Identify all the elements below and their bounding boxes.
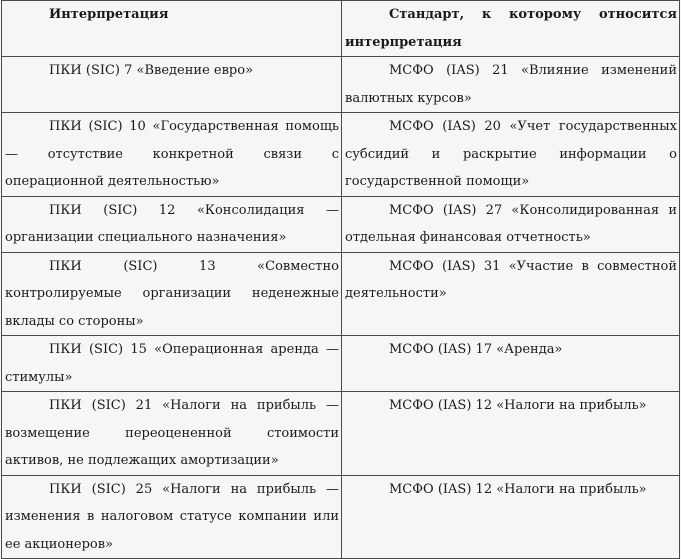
table-row [2,252,680,336]
header-interpretation: Интерпретация [2,1,342,57]
header-row [2,1,680,57]
standard-cell: МСФО (IAS) 27 «Консолидированная и отдельная финансовая отчетность» [342,196,680,252]
table-row [2,392,680,476]
table-row [2,475,680,559]
interpretation-cell: ПКИ (SIC) 15 «Операционная аренда — стимулы» [2,336,342,392]
standard-cell: МСФО (IAS) 20 «Учет государственных субсидий и раскрытие информации о государственной помощи» [342,113,680,197]
standard-cell: МСФО (IAS) 21 «Влияние изменений валютных курсов» [342,57,680,113]
standard-cell: МСФО (IAS) 12 «Налоги на прибыль» [342,475,680,559]
table-row [2,196,680,252]
table-row [2,336,680,392]
interpretation-cell: ПКИ (SIC) 25 «Налоги на прибыль — изменения в налоговом статусе компании или ее акционеров» [2,475,342,559]
standard-cell: МСФО (IAS) 31 «Участие в совместной деятельности» [342,252,680,336]
interpretation-cell: ПКИ (SIC) 10 «Государственная помощь — отсутствие конкретной связи с операционной деятельностью» [2,113,342,197]
interpretation-cell: ПКИ (SIC) 7 «Введение евро» [2,57,342,113]
header-standard: Стандарт, к которому относится интерпретация [342,1,680,57]
interpretation-cell: ПКИ (SIC) 12 «Консолидация — организации специального назначения» [2,196,342,252]
interpretation-cell: ПКИ (SIC) 21 «Налоги на прибыль — возмещение переоцененной стоимости активов, не подлежащих амортизации» [2,392,342,476]
table-row [2,57,680,113]
interpretations-table [1,0,680,559]
standard-cell: МСФО (IAS) 12 «Налоги на прибыль» [342,392,680,476]
standard-cell: МСФО (IAS) 17 «Аренда» [342,336,680,392]
interpretation-cell: ПКИ (SIC) 13 «Совместно контролируемые организации неденежные вклады со стороны» [2,252,342,336]
table-row [2,113,680,197]
